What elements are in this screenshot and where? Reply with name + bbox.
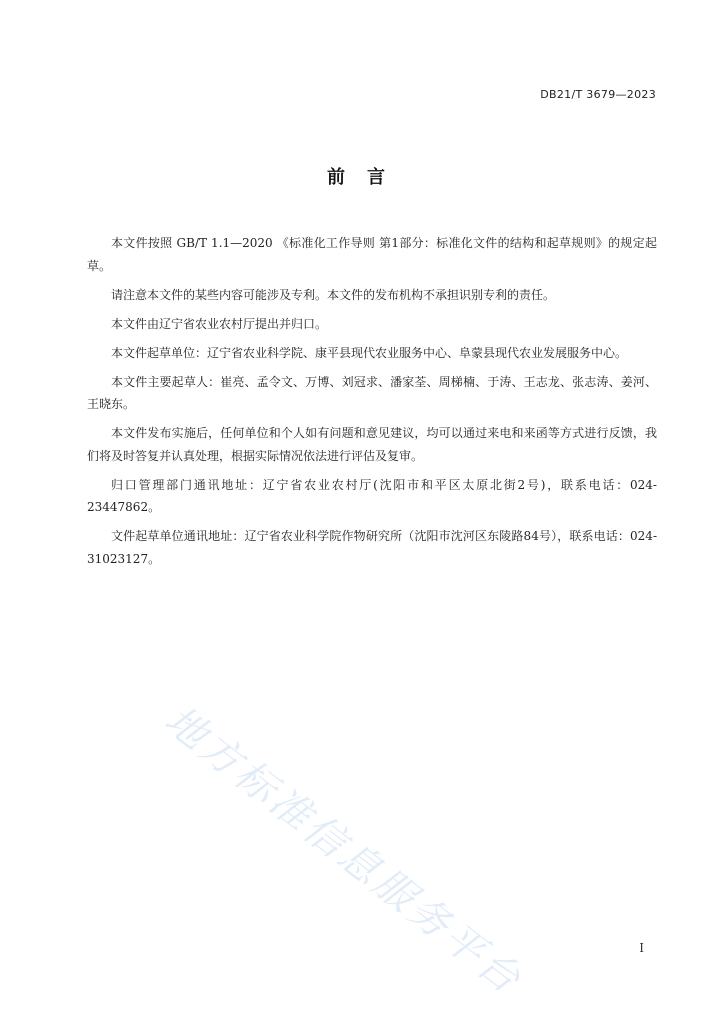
- paragraph-drafters: 本文件主要起草人：崔亮、孟令文、万博、刘冠求、潘家荃、周梯楠、于涛、王志龙、张志涛、姜河、王晓东。: [87, 374, 657, 411]
- watermark: 地方标准信息服务平台: [156, 697, 532, 1005]
- paragraph-drafting-units: 本文件起草单位：辽宁省农业科学院、康平县现代农业服务中心、阜蒙县现代农业发展服务中心。: [111, 345, 628, 360]
- page-number: I: [639, 941, 644, 955]
- paragraph-authority-address: 归口管理部门通讯地址：辽宁省农业农村厅(沈阳市和平区太原北街2号)，联系电话：024-23447862。: [87, 477, 657, 514]
- paragraph-drafter-address: 文件起草单位通讯地址：辽宁省农业科学院作物研究所（沈阳市沈河区东陵路84号），联系电话：024-31023127。: [87, 529, 657, 566]
- foreword-body: [87, 232, 657, 577]
- page-title: 前言: [327, 167, 407, 188]
- paragraph-patent-notice: 请注意本文件的某些内容可能涉及专利。本文件的发布机构不承担识别专利的责任。: [111, 287, 556, 302]
- paragraph-drafting-rules: 本文件按照 GB/T 1.1—2020 《标准化工作导则 第1部分：标准化文件的结构和起草规则》的规定起草。: [87, 236, 657, 273]
- paragraph-proposer: 本文件由辽宁省农业农村厅提出并归口。: [111, 316, 328, 331]
- document-code: DB21/T 3679—2023: [540, 88, 656, 101]
- paragraph-feedback: 本文件发布实施后，任何单位和个人如有问题和意见建议，均可以通过来电和来函等方式进行反馈，我们将及时答复并认真处理，根据实际情况依法进行评估及复审。: [87, 426, 657, 463]
